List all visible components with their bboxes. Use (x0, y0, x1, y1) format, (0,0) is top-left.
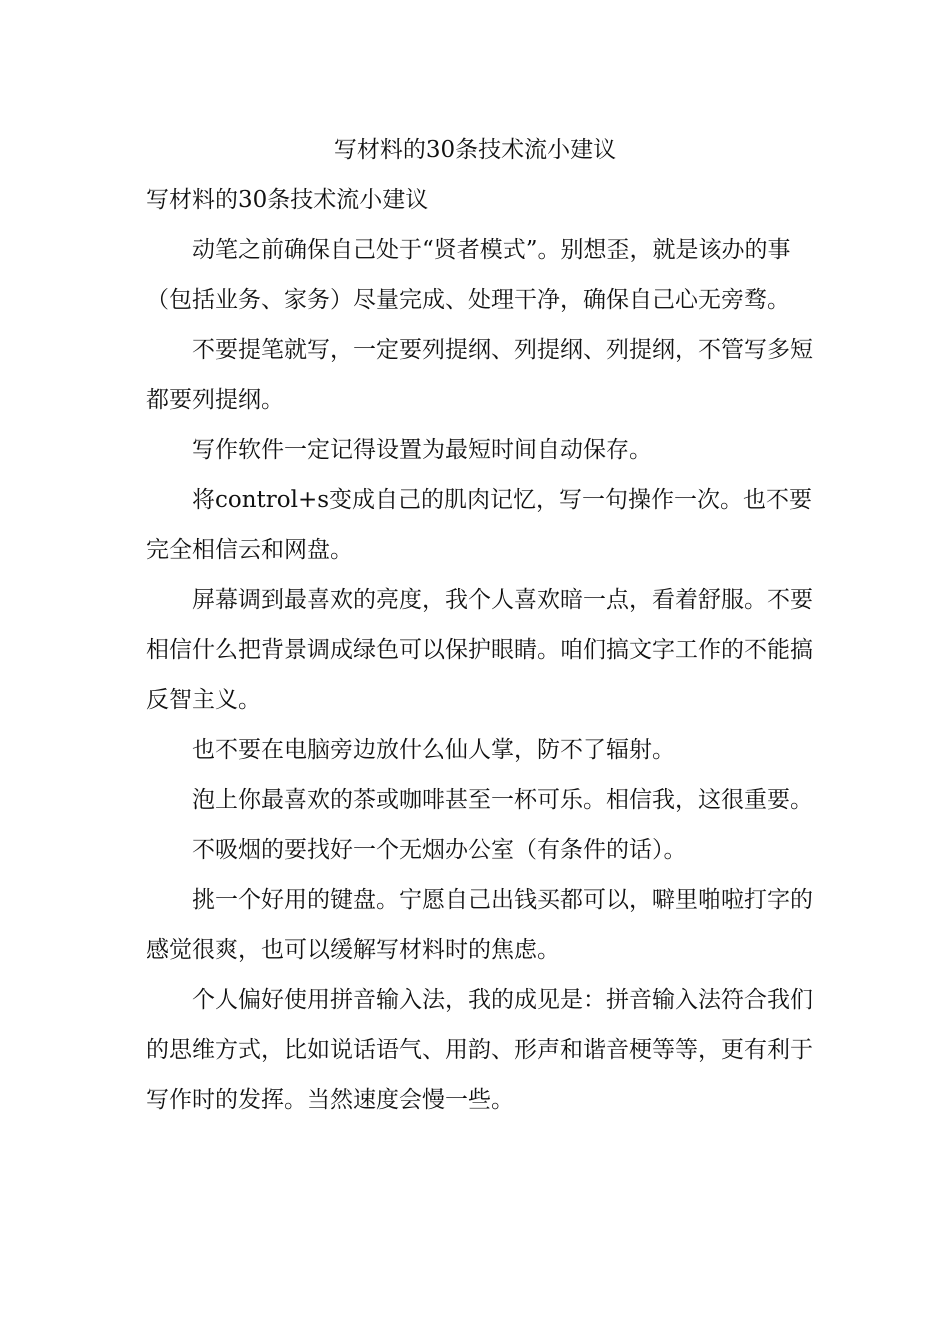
paragraph: 不吸烟的要找好一个无烟办公室（有条件的话）。 (192, 837, 687, 863)
paragraph: 将control+s变成自己的肌肉记忆，写一句操作一次。也不要完全相信云和网盘。 (146, 487, 813, 563)
document-subtitle: 写材料的30条技术流小建议 (146, 187, 429, 213)
document-title: 写材料的30条技术流小建议 (333, 137, 617, 163)
paragraph: 个人偏好使用拼音输入法，我的成见是：拼音输入法符合我们的思维方式，比如说话语气、用韵、形声和谐音梗等等，更有利于写作时的发挥。当然速度会慢一些。 (146, 987, 813, 1113)
paragraph: 动笔之前确保自己处于“贤者模式”。别想歪，就是该办的事（包括业务、家务）尽量完成、处理干净，确保自己心无旁骛。 (146, 237, 791, 313)
document-body (146, 180, 816, 1125)
paragraph: 写作软件一定记得设置为最短时间自动保存。 (192, 437, 652, 463)
paragraph: 不要提笔就写，一定要列提纲、列提纲、列提纲，不管写多短都要列提纲。 (146, 337, 813, 413)
paragraph: 泡上你最喜欢的茶或咖啡甚至一杯可乐。相信我，这很重要。 (192, 787, 813, 813)
paragraph: 挑一个好用的键盘。宁愿自己出钱买都可以，噼里啪啦打字的感觉很爽，也可以缓解写材料时的焦虑。 (146, 887, 813, 963)
paragraph: 屏幕调到最喜欢的亮度，我个人喜欢暗一点，看着舒服。不要相信什么把背景调成绿色可以保护眼睛。咱们搞文字工作的不能搞反智主义。 (146, 587, 813, 713)
paragraph: 也不要在电脑旁边放什么仙人掌，防不了辐射。 (192, 737, 675, 763)
